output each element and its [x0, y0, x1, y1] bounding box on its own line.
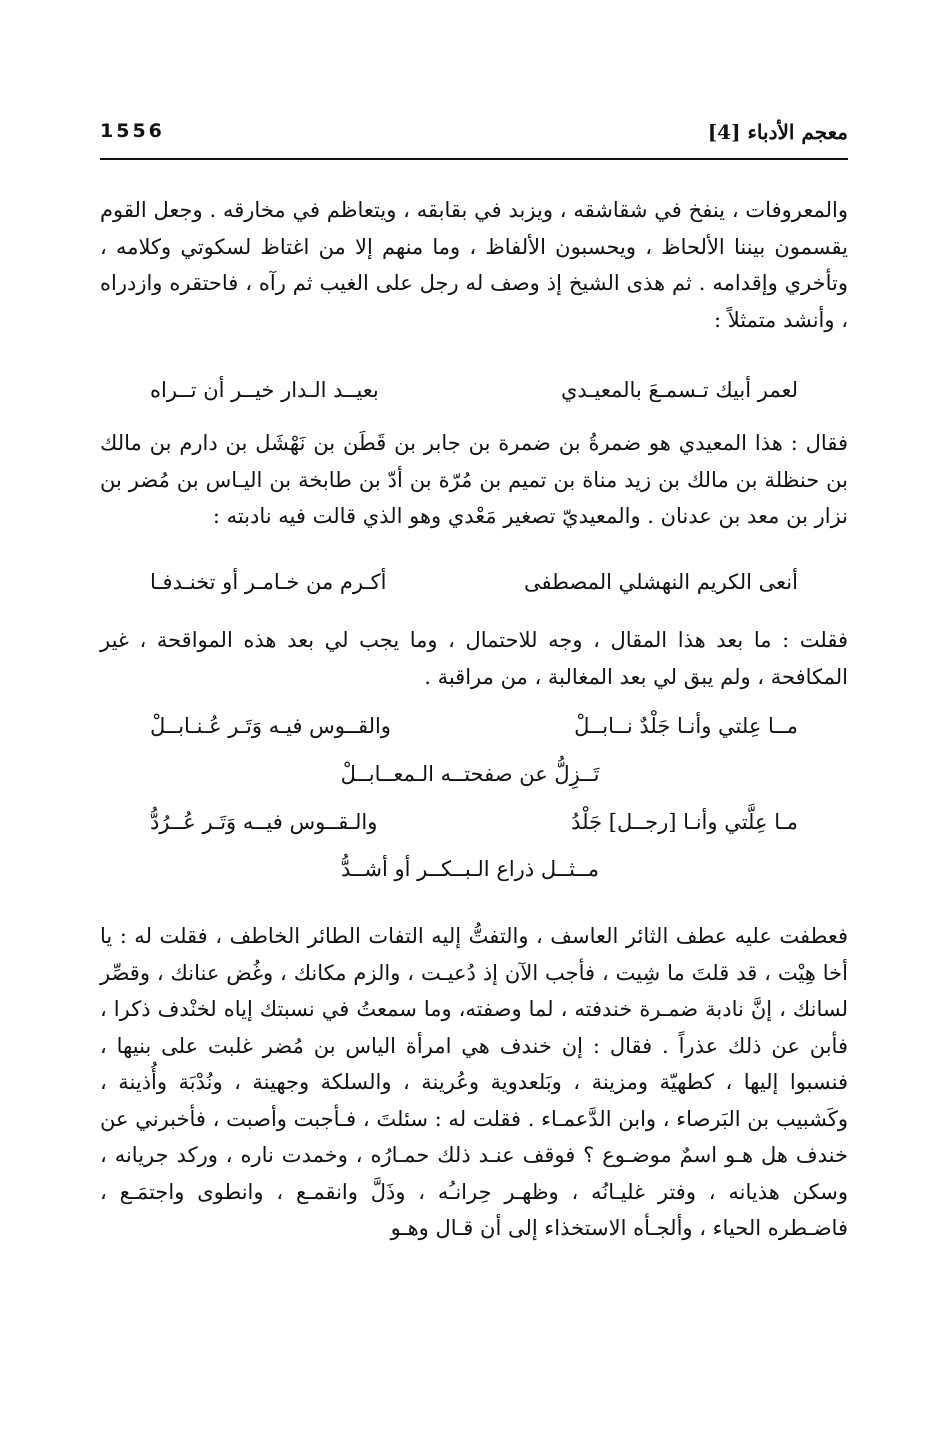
verse-3-third-line: تَــزِلُّ عن صفحتــه الـمعــابــلْ — [340, 762, 600, 786]
verse-1 — [150, 372, 798, 408]
verse-3-first-hemistich: مــا عِلتي وأنـا جَلْدٌ نــابــلْ — [574, 714, 798, 738]
verse-2 — [150, 564, 798, 600]
page-header — [100, 120, 848, 156]
verse-3 — [150, 708, 798, 744]
header-rule — [100, 158, 848, 160]
paragraph-4 — [100, 918, 848, 1247]
paragraph-1-text: والمعروفات ، ينفخ في شقاشقه ، ويزبد في بقابقه ، ويتعاظم في مخارقه . وجعل القوم يقسمون بيننا الألحاظ ، ويحسبون الألفاظ ، وما منهم إلا من اغتاظ لسكوتي وكلامه ، وتأخري وإقدامه . ثم هذى الشيخ إذ وصف له رجل على الغيب ثم رآه ، فاحتقره وازدراه ، وأنشد متمثلاً : — [100, 198, 848, 332]
verse-2-first-hemistich: أنعى الكريم النهشلي المصطفى — [524, 570, 798, 594]
paragraph-2 — [100, 425, 848, 535]
verse-4-third-line: مــثــل ذراع الـبــكــر أو أشــدُّ — [341, 857, 599, 881]
paragraph-3 — [100, 622, 848, 695]
verse-1-second-hemistich: بعيــد الـدار خيــر أن تــراه — [150, 378, 379, 402]
verse-4 — [150, 804, 798, 840]
verse-2-second-hemistich: أكـرم من خـامـر أو تخنـدفـا — [150, 570, 387, 594]
paragraph-3-text: فقلت : ما بعد هذا المقال ، وجه للاحتمال ، وما يجب لي بعد هذه المواقحة ، غير المكافحة ، ولم يبق لي بعد المغالبة ، من مراقبة . — [100, 628, 848, 689]
page-number: 1556 — [100, 120, 165, 142]
running-title: معجم الأدباء [4] — [707, 120, 848, 144]
verse-4-first-hemistich: مـا عِلَّتي وأنـا [رجــل] جَلْدُ — [571, 810, 798, 834]
paragraph-4-text: فعطفت عليه عطف الثائر العاسف ، والتفتُّ إليه التفات الطائر الخاطف ، فقلت له : يا أخا هِيْت ، قد قلتَ ما شِيت ، فأجب الآن إذ دُعيـت ، والزم مكانك ، وغُض عنانك ، وقصِّر لسانك ، إنَّ نادبة ضمـرة خندفته ، لما وصفته، وما سمعتُ في نسبتك إياه لخنْدف ذكرا ، فأبن عن ذلك عذراً . فقال : إن خندف هي امرأة الياس بن مُضر غلبت على بنيها ، فنسبوا إليها ، كطهيّة ومزينة ، وبَلعدوية وعُرينة ، والسلكة وجهينة ، ونُدْبَة وأُذينة ، وكَشبيب بن البَرصاء ، وابن الدَّعمـاء . فقلت له : سئلتَ ، فـأجبت وأصبت ، فأخبرني عن خندف هل هـو اسمٌ موضـوع ؟ فوقف عنـد ذلك حمـارُه ، وخمدت ناره ، وركد جريانه ، وسكن هذيانه ، وفتر غليـانُه ، وظهـر حِرانـُه ، وذَلَّ وانقمـع ، وانطوى واجتمَـع ، فاضـطره الحياء ، وألجـأه الاستخذاء إلى أن قـال وهـو — [100, 924, 848, 1240]
paragraph-1 — [100, 192, 848, 338]
paragraph-2-text: فقال : هذا المعيدي هو ضمرةُ بن ضمرة بن جابر بن قَطَن بن نَهْشَل بن دارم بن مالك بن حنظلة بن مالك بن زيد مناة بن تميم بن مُرّة بن أدّ بن طابخة بن اليـاس بن مُضر بن نزار بن معد بن عدنان . والمعيديّ تصغير مَعْدي وهو الذي قالت فيه نادبته : — [100, 431, 848, 528]
verse-1-first-hemistich: لعمر أبيك تـسمـعَ بالمعيـدي — [560, 378, 798, 402]
verse-3-second-hemistich: والقــوس فيـه وَتَـر عُـنـابــلْ — [150, 714, 391, 738]
verse-4-second-hemistich: والـقــوس فيــه وَتَـر عُــرُدُّ — [150, 810, 378, 834]
